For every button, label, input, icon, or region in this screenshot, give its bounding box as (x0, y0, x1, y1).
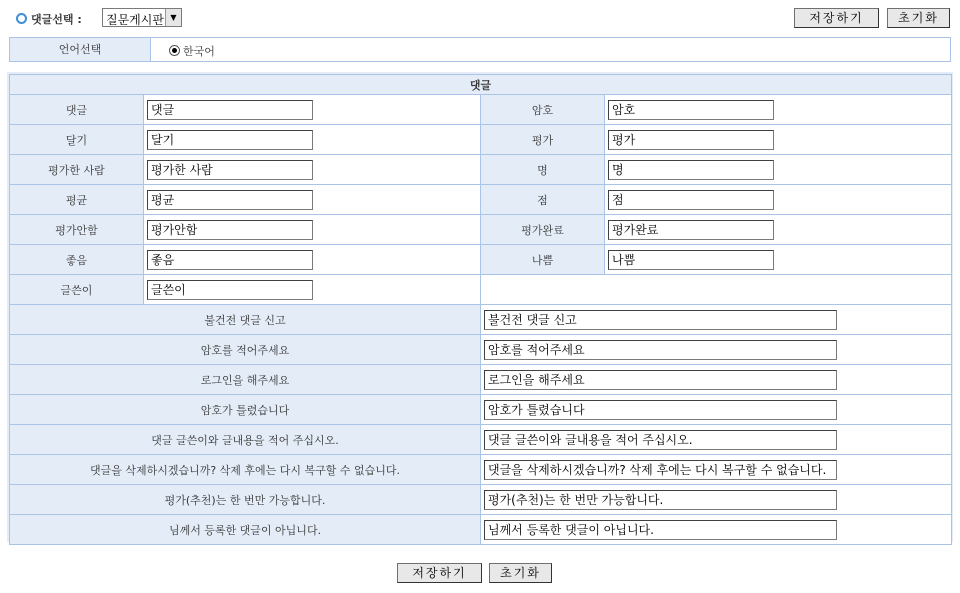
message-input[interactable]: 댓글 글쓴이와 글내용을 적어 주십시오. (484, 430, 837, 450)
message-label: 님께서 등록한 댓글이 아닙니다. (10, 515, 481, 545)
table-row (10, 245, 952, 275)
table-row (10, 275, 952, 305)
comment-select-text: 댓글선택 : (31, 13, 82, 26)
raters-text-input[interactable]: 평가한 사람 (147, 160, 313, 180)
reset-button[interactable]: 초기화 (887, 8, 950, 28)
field-label: 평균 (10, 185, 144, 215)
points-unit-input[interactable]: 점 (608, 190, 774, 210)
table-row (10, 395, 952, 425)
table-row (10, 455, 952, 485)
table-row (10, 485, 952, 515)
message-input[interactable]: 평가(추천)는 한 번만 가능합니다. (484, 490, 837, 510)
message-input[interactable]: 암호가 틀렸습니다 (484, 400, 837, 420)
average-text-input[interactable]: 평균 (147, 190, 313, 210)
reply-text-input[interactable]: 달기 (147, 130, 313, 150)
message-input[interactable]: 암호를 적어주세요 (484, 340, 837, 360)
table-row (10, 515, 952, 545)
field-label: 좋음 (10, 245, 144, 275)
message-label: 암호가 틀렸습니다 (10, 395, 481, 425)
bullet-icon (16, 13, 27, 24)
table-row (10, 125, 952, 155)
rated-input[interactable]: 평가완료 (608, 220, 774, 240)
rating-text-input[interactable]: 평가 (608, 130, 774, 150)
field-label: 평가완료 (481, 215, 605, 245)
field-label: 글쓴이 (10, 275, 144, 305)
not-rated-input[interactable]: 평가안함 (147, 220, 313, 240)
footer-save-button[interactable]: 저장하기 (397, 563, 482, 583)
top-toolbar (0, 0, 960, 34)
password-text-input[interactable]: 암호 (608, 100, 774, 120)
message-input[interactable]: 불건전 댓글 신고 (484, 310, 837, 330)
save-button[interactable]: 저장하기 (794, 8, 879, 28)
language-option-label: 한국어 (183, 45, 215, 58)
empty-cell (481, 275, 952, 305)
board-select[interactable] (102, 8, 182, 27)
field-label: 점 (481, 185, 605, 215)
message-label: 암호를 적어주세요 (10, 335, 481, 365)
comment-text-input[interactable]: 댓글 (147, 100, 313, 120)
field-label: 명 (481, 155, 605, 185)
writer-text-input[interactable]: 글쓴이 (147, 280, 313, 300)
language-option-korean[interactable] (169, 43, 215, 59)
bad-text-input[interactable]: 나쁨 (608, 250, 774, 270)
language-row (9, 37, 951, 62)
message-input[interactable]: 님께서 등록한 댓글이 아닙니다. (484, 520, 837, 540)
table-row (10, 365, 952, 395)
table-row (10, 215, 952, 245)
persons-unit-input[interactable]: 명 (608, 160, 774, 180)
message-label: 로그인을 해주세요 (10, 365, 481, 395)
comment-select-label (16, 11, 82, 27)
table-row (10, 155, 952, 185)
radio-selected-icon[interactable] (169, 45, 180, 56)
field-label: 평가 (481, 125, 605, 155)
board-select-value: 질문게시판 (106, 13, 164, 27)
field-label: 평가한 사람 (10, 155, 144, 185)
table-row (10, 425, 952, 455)
section-title: 댓글 (10, 75, 952, 95)
table-row (10, 95, 952, 125)
message-label: 댓글을 삭제하시겠습니까? 삭제 후에는 다시 복구할 수 없습니다. (10, 455, 481, 485)
field-label: 암호 (481, 95, 605, 125)
field-label: 댓글 (10, 95, 144, 125)
table-row (10, 335, 952, 365)
language-label: 언어선택 (10, 38, 151, 61)
field-label: 나쁨 (481, 245, 605, 275)
message-input[interactable]: 로그인을 해주세요 (484, 370, 837, 390)
message-label: 불건전 댓글 신고 (10, 305, 481, 335)
field-label: 달기 (10, 125, 144, 155)
comment-settings-table (9, 74, 952, 545)
footer-reset-button[interactable]: 초기화 (489, 563, 552, 583)
message-input[interactable]: 댓글을 삭제하시겠습니까? 삭제 후에는 다시 복구할 수 없습니다. (484, 460, 837, 480)
message-label: 평가(추천)는 한 번만 가능합니다. (10, 485, 481, 515)
table-row (10, 185, 952, 215)
message-label: 댓글 글쓴이와 글내용을 적어 주십시오. (10, 425, 481, 455)
chevron-down-icon[interactable]: ▼ (165, 9, 181, 26)
good-text-input[interactable]: 좋음 (147, 250, 313, 270)
table-row (10, 305, 952, 335)
field-label: 평가안함 (10, 215, 144, 245)
